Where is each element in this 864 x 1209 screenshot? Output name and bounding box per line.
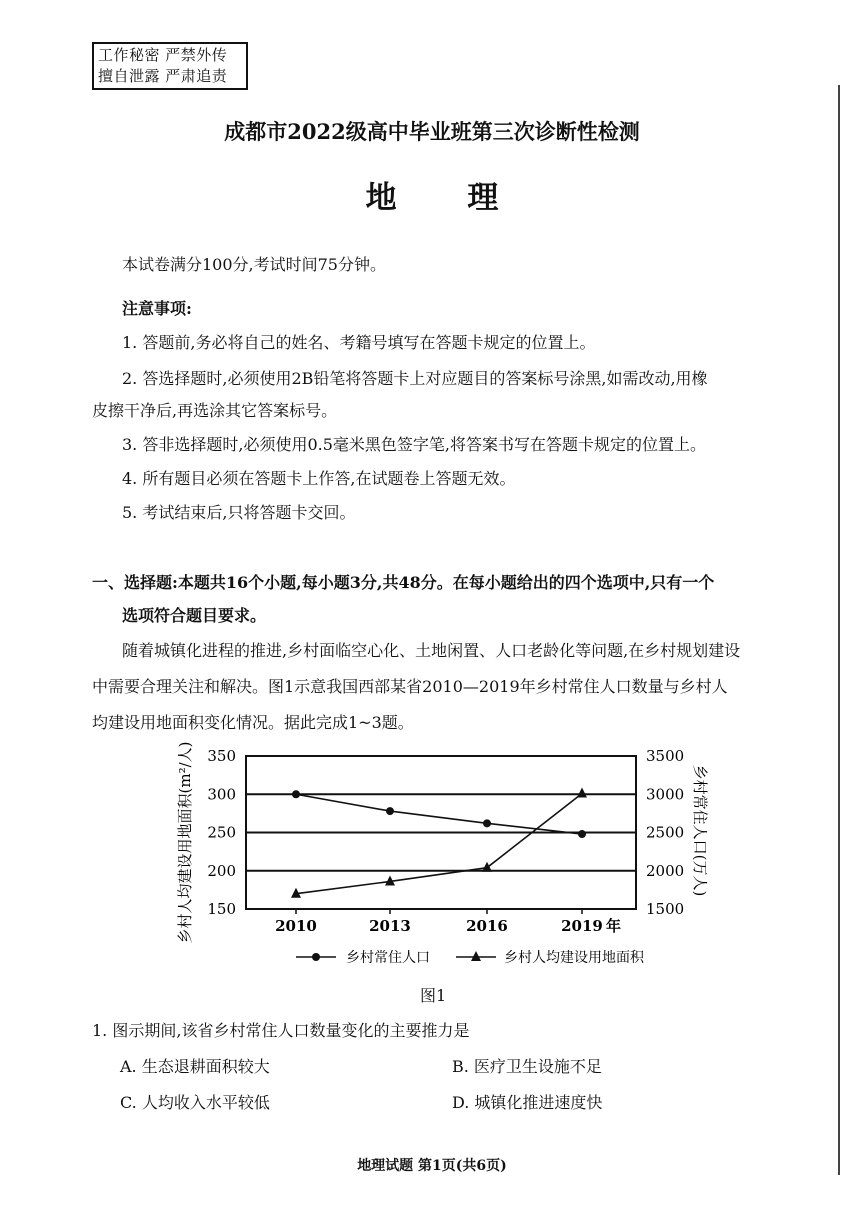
population-point [292, 790, 300, 798]
legend-marker-land-area [471, 951, 481, 961]
legend-label-land-area: 乡村人均建设用地面积 [504, 950, 644, 966]
population-point [483, 819, 491, 827]
y-right-tick-label: 1500 [646, 900, 685, 918]
x-tick-label: 2010 [275, 917, 317, 935]
population-point [578, 830, 586, 838]
x-tick-label: 2019 [561, 917, 603, 935]
page-footer: 地理试题 第1页(共6页) [357, 1158, 507, 1174]
legend-label-population: 乡村常住人口 [346, 950, 430, 966]
notes-heading: 注意事项: [122, 299, 192, 318]
y-left-tick-label: 250 [207, 823, 236, 842]
land-area-point [385, 875, 395, 885]
series-line-land-area [296, 793, 582, 893]
confidential-stamp [92, 42, 248, 90]
y-left-tick-label: 150 [207, 900, 236, 918]
stamp-line-2: 擅自泄露 严肃追责 [98, 67, 228, 85]
land-area-point [291, 888, 301, 898]
figure-caption: 图1 [420, 986, 447, 1005]
y-left-tick-label: 200 [207, 861, 236, 880]
y-left-axis-title: 乡村人均建设用地面积(m²/人) [176, 741, 194, 944]
y-left-tick-label: 350 [207, 747, 236, 765]
land-area-point [482, 862, 492, 872]
note-item: 4. 所有题目必须在答题卡上作答,在试题卷上答题无效。 [122, 469, 516, 488]
subject-title: 地 理 [365, 180, 529, 216]
intro-text: 本试卷满分100分,考试时间75分钟。 [122, 255, 386, 274]
page-edge [838, 85, 840, 1175]
passage-line: 均建设用地面积变化情况。据此完成1~3题。 [92, 713, 414, 732]
x-unit-label: 年 [606, 917, 622, 935]
y-right-tick-label: 3000 [646, 785, 685, 804]
passage-line: 中需要合理关注和解决。图1示意我国西部某省2010—2019年乡村常住人口数量与乡村人 [92, 677, 728, 696]
section-heading: 一、选择题:本题共16个小题,每小题3分,共48分。在每小题给出的四个选项中,只有一个 [92, 573, 715, 592]
passage-line: 随着城镇化进程的推进,乡村面临空心化、土地闲置、人口老龄化等问题,在乡村规划建设 [122, 641, 741, 660]
legend-marker-population [312, 953, 320, 961]
y-right-tick-label: 2500 [646, 823, 685, 842]
note-item: 1. 答题前,务必将自己的姓名、考籍号填写在答题卡规定的位置上。 [122, 333, 596, 352]
population-point [386, 807, 394, 815]
note-item: 皮擦干净后,再选涂其它答案标号。 [92, 401, 338, 420]
note-item: 3. 答非选择题时,必须使用0.5毫米黑色签字笔,将答案书写在答题卡规定的位置上。 [122, 435, 706, 454]
x-tick-label: 2013 [369, 917, 411, 935]
stamp-line-1: 工作秘密 严禁外传 [98, 46, 228, 64]
y-right-axis-title: 乡村常住人口(万人) [691, 764, 709, 897]
plot-frame [246, 756, 636, 909]
note-item: 5. 考试结束后,只将答题卡交回。 [122, 503, 356, 522]
section-heading-cont: 选项符合题目要求。 [122, 606, 267, 625]
y-right-tick-label: 2000 [646, 861, 685, 880]
option-a: A. 生态退耕面积较大 [120, 1057, 270, 1076]
series-line-population [296, 794, 582, 834]
note-item: 2. 答选择题时,必须使用2B铅笔将答题卡上对应题目的答案标号涂黑,如需改动,用橡 [122, 369, 708, 388]
option-d: D. 城镇化推进速度快 [452, 1093, 603, 1112]
option-c: C. 人均收入水平较低 [120, 1093, 270, 1112]
question-stem: 1. 图示期间,该省乡村常住人口数量变化的主要推力是 [92, 1021, 470, 1040]
land-area-point [577, 787, 587, 797]
y-right-tick-label: 3500 [646, 747, 685, 765]
y-left-tick-label: 300 [207, 785, 236, 804]
option-b: B. 医疗卫生设施不足 [452, 1057, 602, 1076]
exam-title: 成都市2022级高中毕业班第三次诊断性检测 [224, 119, 640, 144]
x-tick-label: 2016 [466, 917, 508, 935]
